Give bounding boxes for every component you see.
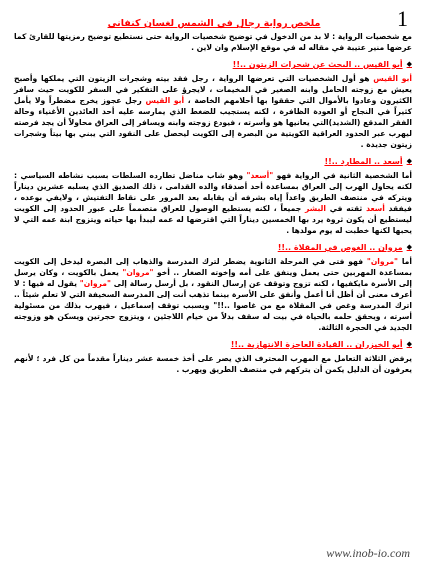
section-marwan	[14, 242, 412, 333]
paragraph-text: ثقته في	[326, 204, 367, 213]
section-paragraph	[14, 353, 412, 375]
section-asaad	[14, 156, 412, 236]
section-heading	[14, 339, 412, 350]
paragraph-text: فهو فتى في المرحلة الثانوية يضطر لترك المدرسة والذهاب إلى البصرة ليدخل إلى الكويت بمساعدة المهربين حتى يعمل وينفق على أمه وإخوته الصغار .. أخو	[14, 257, 412, 277]
highlight-name: "مروان"	[79, 279, 111, 288]
section-heading	[14, 156, 412, 167]
section-paragraph	[14, 170, 412, 236]
section-heading-text: أبو الخيزران .. القيادة العاجزة الانتهازية ..!!	[230, 340, 403, 349]
section-heading	[14, 242, 412, 253]
bullet-diamond-icon: ◆	[406, 60, 412, 68]
paragraph-text: يعمل بالكويت ، وكان يرسل إلى الأسرة مايكفيها ، لكنه تزوج وتوقف عن إرسال النقود ، بل أرسل رسالة إلى	[14, 268, 412, 288]
section-heading	[14, 59, 412, 70]
section-abu-khaizaran	[14, 339, 412, 375]
bullet-diamond-icon: ◆	[406, 340, 412, 348]
section-heading-text: أبو القيس .. البحث عن شجرات الزيتون ..!!	[232, 60, 403, 69]
paragraph-text: أما	[398, 257, 412, 266]
highlight-name: أسعد	[366, 204, 385, 213]
section-heading-text: أسعد .. المطارد ..!!	[324, 157, 403, 166]
paragraph-text: هو أول الشخصيات التي تعرضها الرواية ، رجل فقد بيته وشجرات الزيتون التي يملكها وأصبح يعيش مع زوجته الحامل وابنه الصغير في المخيمات ، لايجرؤ على التفكير في السفر للكويت حيث سافر الكثيرون وعادوا بالأموال التي حققوا بها أحلامهم الخاصة ،	[14, 74, 412, 105]
website-footer-link[interactable]: www.inob-io.com	[326, 546, 410, 560]
paragraph-text: أما الشخصية الثانية في الرواية فهو	[273, 171, 412, 180]
bullet-diamond-icon: ◆	[406, 243, 412, 251]
section-heading-text: مروان .. الغوص في المقلاة ..!!	[277, 243, 403, 252]
bullet-diamond-icon: ◆	[406, 157, 412, 165]
highlight-name: "أسعد"	[246, 171, 274, 180]
paragraph-text: يقول له فيها : لا أعرف معنى أن أظل أنا أعمل وأنفق على الأسرة بينما تذهب أنت إلى المدرسة السخيفة التي لا تعلم شيئاً .. اترك المدرسة وغص في المقلاة مع من غاصوا ..!!" ويسبب توقف إسماعيل ، فيهرب بذلك من مسئولية أسرته ، ويحقق حلمه بالحياة في بيت له سقف بدلاً من خيام اللاجئين ، ويتزوج حجرتين ويسكن هو وزوجته الجديد في الحجرة الثالثة.	[14, 279, 412, 332]
highlight-name: "مروان"	[122, 268, 154, 277]
paragraph-text: وهو شاب مناضل تطارده السلطات بسبب نشاطه السياسي : لكنه يحاول الهرب إلى العراق بمساعدة أحد أصدقاء والده القدامى ، ذلك الصديق الذي يسلبه عشرين ديناراً ويتركه في منتصف الطريق واعداً إياه بشرفه أن يقابله بعد المرور على نقاط التفتيش ، ولايفي بوعده ، فيفقد	[14, 171, 412, 213]
intro-paragraph: مع شخصيات الرواية : لا بد من الدخول في توضيح شخصيات الرواية حتى نستطيع توضيح رمزيتها للقارئ كما عرضها منير عتيبة في مقاله له في موقع الإسلام وان لاين .	[14, 32, 412, 52]
highlight-name: أبو القيس	[373, 74, 412, 83]
paragraph-text: يرفض الثلاثة التعامل مع المهرب المحترف الذي يصر على أخذ خمسة عشر ديناراً مقدماً من كل فرد ؛ لأنهم يعرفون أن الدليل يكمن أن يتركهم في منتصف الطريق ويهرب .	[14, 354, 412, 374]
section-abu-qais	[14, 59, 412, 150]
section-paragraph	[14, 73, 412, 150]
document-body	[14, 31, 412, 381]
paragraph-text: رجل عجوز يخرج مضطراً ولا يأمل كثيراً في النجاح أو العودة الظافرة ، لكنه يستجيب للضغط الذي يمارسه عليه أحد العائدين الأغنياء وحالة الفقر المدقع (الشديد)التي يعانيها هو وأسرته ، فيودع زوجته وابنه ويسافر إلى العراق محاولاً أن يجد فرصته ليهرب عبر الحدود العراقية الكويتية من البصرة إلى الكويت ليحصل على النقود التي يبني بها بيتاً وشجرات زيتون جديدة .	[14, 96, 412, 149]
section-paragraph	[14, 256, 412, 333]
document-title: ملخص رواية رجال في الشمس لغسان كنفاني	[107, 18, 321, 29]
highlight-name: أبو القيس	[145, 96, 185, 105]
highlight-name: "مروان"	[366, 257, 399, 266]
highlight-name: البشر	[305, 204, 327, 213]
paragraph-text: جميعاً ، لكنه يستطيع الوصول للعراق متصمماً على عبور الحدود إلى الكويت ليستطيع أن يكون ثروة يرد بها الخمسين ديناراً التي اقترضها له عمه ليبدأ بها حياته ويتزوج ابنة عمه التي لا يحبها لكنها خطبت له يوم مولدها .	[14, 204, 412, 235]
page-number: 1	[397, 6, 408, 31]
